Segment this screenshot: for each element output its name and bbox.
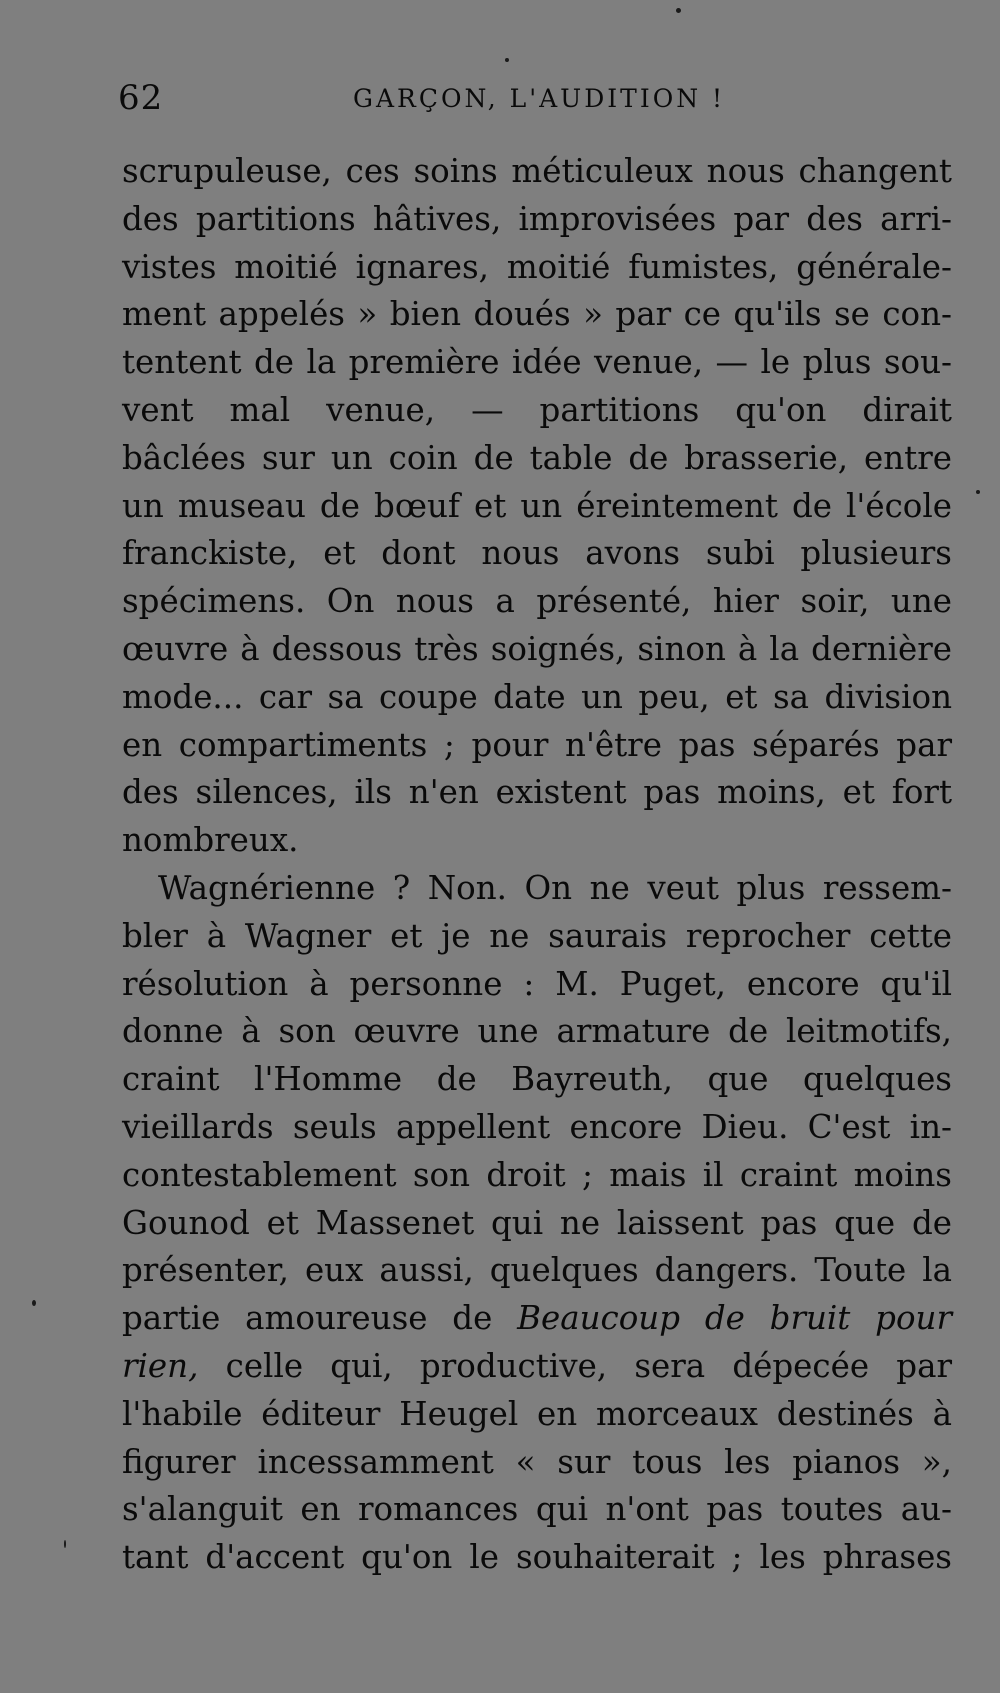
scan-speck — [676, 8, 681, 13]
scan-speck — [64, 1540, 66, 1548]
text-line: l'habile éditeur Heugel en morceaux destinés à — [122, 1394, 952, 1433]
text-line: tentent de la première idée venue, — le plus sou- — [122, 343, 952, 382]
text-line: donne à son œuvre une armature de leitmotifs, — [122, 1012, 952, 1051]
page-header — [118, 78, 948, 118]
text-line: nombreux. — [122, 821, 299, 860]
text-line: ment appelés » bien doués » par ce qu'ils se con- — [122, 295, 952, 334]
text-line: des partitions hâtives, improvisées par des arri- — [122, 199, 952, 238]
text-segment: partie amoureuse de — [122, 1299, 493, 1338]
body-text — [122, 148, 952, 1582]
page-number: 62 — [118, 78, 164, 118]
italic-title: Beaucoup de bruit pour — [517, 1299, 952, 1338]
text-line: bler à Wagner et je ne saurais reprocher cette — [122, 916, 952, 955]
text-line: craint l'Homme de Bayreuth, que quelques — [122, 1060, 952, 1099]
text-line: spécimens. On nous a présenté, hier soir, une — [122, 582, 952, 621]
text-line: œuvre à dessous très soignés, sinon à la dernière — [122, 629, 952, 668]
text-line: des silences, ils n'en existent pas moins, et fort — [122, 773, 952, 812]
text-segment: celle qui, productive, sera dépecée par — [225, 1346, 952, 1385]
scan-speck — [505, 58, 509, 62]
text-line: mode... car sa coupe date un peu, et sa division — [122, 677, 952, 716]
text-line: en compartiments ; pour n'être pas séparés par — [122, 725, 952, 764]
text-line: franckiste, et dont nous avons subi plusieurs — [122, 534, 952, 573]
text-line: Wagnérienne ? Non. On ne veut plus ressem- — [158, 868, 952, 907]
running-title: GARÇON, L'AUDITION ! — [353, 84, 726, 113]
text-line — [122, 1295, 952, 1343]
text-line: un museau de bœuf et un éreintement de l'école — [122, 486, 952, 525]
text-line: figurer incessamment « sur tous les pianos », — [122, 1442, 952, 1481]
text-line: bâclées sur un coin de table de brasserie, entre — [122, 438, 952, 477]
scan-speck — [976, 490, 980, 494]
text-line: vieillards seuls appellent encore Dieu. C'est in- — [122, 1107, 952, 1146]
text-line: vent mal venue, — partitions qu'on dirait — [122, 390, 952, 429]
text-line: tant d'accent qu'on le souhaiterait ; les phrases — [122, 1538, 952, 1577]
text-line: scrupuleuse, ces soins méticuleux nous changent — [122, 152, 952, 190]
text-line: résolution à personne : M. Puget, encore qu'il — [122, 964, 952, 1003]
text-line: Gounod et Massenet qui ne laissent pas que de — [122, 1203, 952, 1242]
text-line: vistes moitié ignares, moitié fumistes, générale- — [122, 247, 952, 286]
text-line: contestablement son droit ; mais il craint moins — [122, 1155, 952, 1194]
text-line: présenter, eux aussi, quelques dangers. Toute la — [122, 1251, 952, 1290]
scan-speck — [32, 1300, 36, 1306]
text-line — [122, 1343, 952, 1391]
italic-title: rien, — [122, 1346, 199, 1385]
text-line: s'alanguit en romances qui n'ont pas toutes au- — [122, 1490, 952, 1529]
